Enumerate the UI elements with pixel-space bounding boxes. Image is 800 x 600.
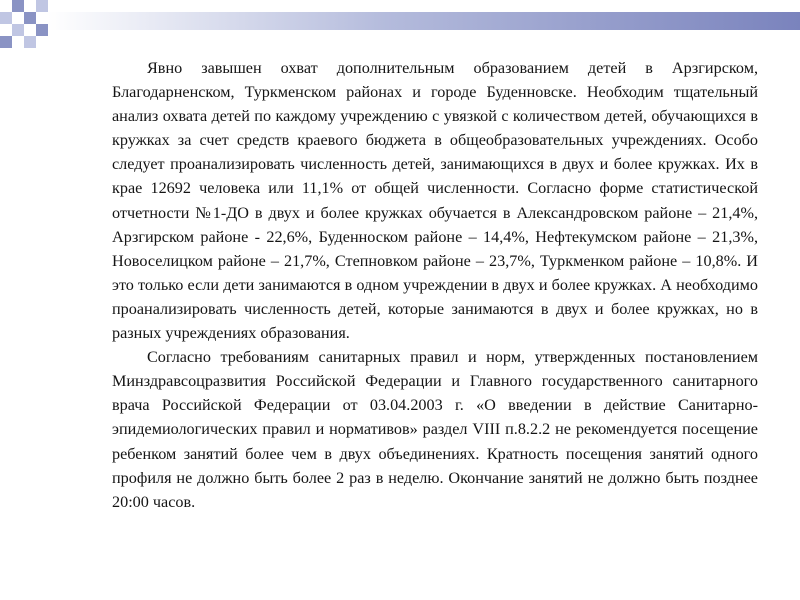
- decor-square: [36, 24, 48, 36]
- decor-square: [0, 36, 12, 48]
- header-gradient-bar: [48, 12, 800, 30]
- header-decoration: [0, 0, 800, 56]
- decor-square: [12, 0, 24, 12]
- decor-square: [24, 36, 36, 48]
- paragraph-enrollment-analysis: Явно завышен охват дополнительным образованием детей в Арзгирском, Благодарненском, Туркменском районах и городе Буденновске. Необходим тщательный анализ охвата детей по каждому учреждению с увязкой с количеством детей, обучающихся в кружках за счет средств краевого бюджета в общеобразовательных учреждениях. Особо следует проанализировать численность детей, занимающихся в двух и более кружках. Их в крае 12692 человека или 11,1% от общей численности. Согласно форме статистической отчетности №1-ДО в двух и более кружках обучается в Александровском районе – 21,4%, Арзгирском районе - 22,6%, Буденноском районе – 14,4%, Нефтекумском районе – 21,3%, Новоселицком районе – 21,7%, Степновком районе – 23,7%, Туркменком районе – 10,8%. И это только если дети занимаются в одном учреждении в двух и более кружках. А необходимо проанализировать численность детей, которые занимаются в двух и более кружках, но в разных учреждениях образования.: [112, 59, 758, 343]
- slide-body: [112, 56, 758, 514]
- decor-square: [12, 24, 24, 36]
- decor-square: [36, 0, 48, 12]
- paragraph-sanitary-rules: Согласно требованиям санитарных правил и норм, утвержденных постановлением Минздравсоцразвития Российской Федерации и Главного государственного санитарного врача Российской Федерации от 03.04.2003 г. «О введении в действие Санитарно-эпидемиологических правил и нормативов» раздел VIII п.8.2.2 не рекомендуется посещение ребенком занятий более чем в двух объединениях. Кратность посещения занятий одного профиля не должно быть более 2 раз в неделю. Окончание занятий не должно быть позднее 20:00 часов.: [112, 348, 758, 511]
- decor-square: [24, 12, 36, 24]
- decor-square: [0, 12, 12, 24]
